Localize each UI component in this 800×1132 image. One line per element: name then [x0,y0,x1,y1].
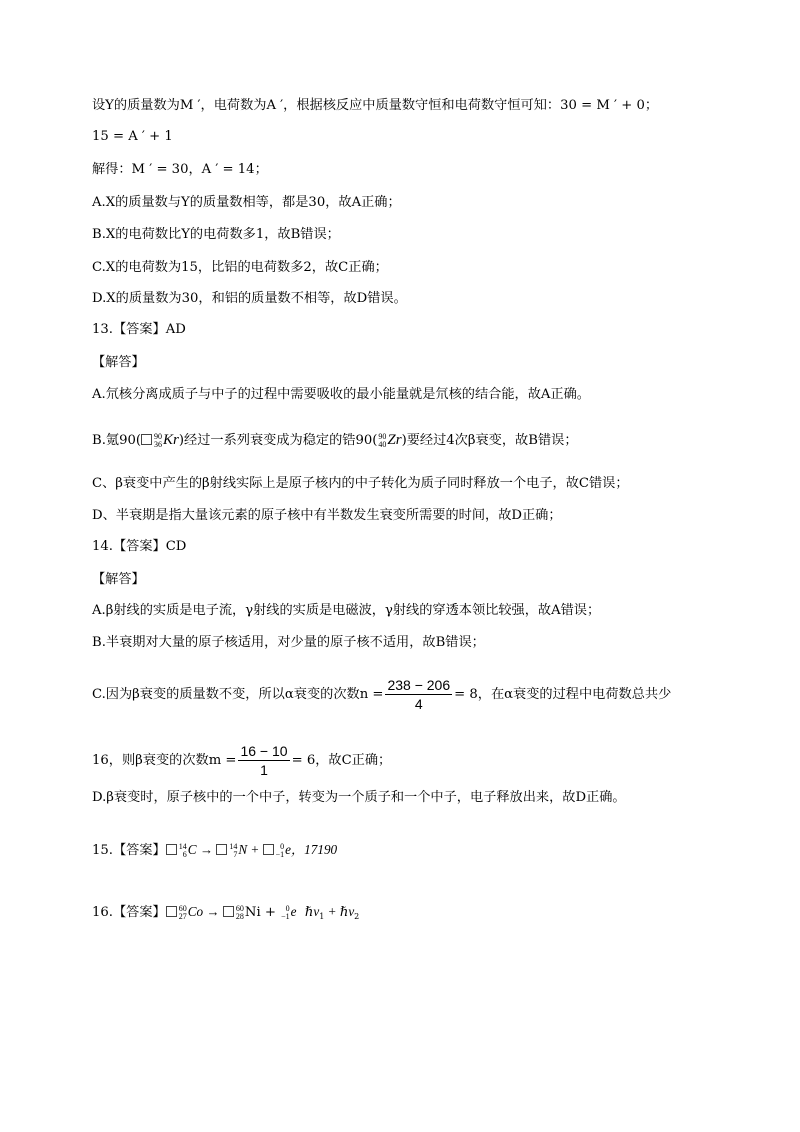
answer-line: 16.【答案】 60 27 Co → 60 28 Ni + 0 −1 e ℏν$_1$ + ℏν$_2$ [92,903,360,921]
text-line: B.氪90( 90 36 Kr)经过一系列衰变成为稳定的锆90( 90 40 Zr)要经过4次β衰变，故B错误； [92,431,578,449]
text-segment: 要经过4次β衰变，故B错误； [406,433,578,448]
text-line [92,676,740,713]
answer-line: 15.【答案】 14 6 C → 14 7 N + 0 −1 e，17190 [92,841,338,859]
text-line: D.β衰变时，原子核中的一个中子，转变为一个质子和一个中子，电子释放出来，故D正确。 [92,790,626,805]
answer-heading: 13.【答案】AD [92,322,186,337]
placeholder-box [216,844,227,855]
text-line [92,742,740,779]
text-line: 解得：M ′ = 30，A ′ = 14； [92,162,268,177]
text-line: 15 = A ′ + 1 [92,129,173,144]
answer-heading: 14.【答案】CD [92,539,187,554]
text-line: B.X的电荷数比Y的电荷数多1，故B错误； [92,227,340,242]
solution-heading: 【解答】 [92,355,145,370]
placeholder-box [141,434,152,445]
fraction: $\frac{16 - 10}{1}$ [240,743,288,778]
placeholder-box [166,906,177,917]
text-line: C、β衰变中产生的β射线实际上是原子核内的中子转化为质子同时释放一个电子，故C错误； [92,476,629,491]
text-segment: C.因为β衰变的质量数不变，所以α衰变的次数n = [92,687,384,702]
nuclide-scripts: 90 36 [154,431,163,449]
text-line: 设Y的质量数为M ′，电荷数为A ′，根据核反应中质量数守恒和电荷数守恒可知：30 = M ′ + 0； [92,98,659,113]
text-segment: B.氪90 [92,433,136,448]
text-line: D、半衰期是指大量该元素的原子核中有半数发生衰变所需要的时间，故D正确； [92,508,562,523]
nuclide-scripts: 90 40 [378,431,387,449]
text-segment: 经过一系列衰变成为稳定的锆90 [184,433,373,448]
text-line: C.X的电荷数为15，比铝的电荷数多2，故C正确； [92,260,388,275]
text-line: B.半衰期对大量的原子核适用，对少量的原子核不适用，故B错误； [92,635,485,650]
text-line: D.X的质量数为30，和铝的质量数不相等，故D错误。 [92,291,407,306]
fraction: $\frac{238 - 206}{4}$ [387,677,451,712]
text-segment: 16，则β衰变的次数m = [92,753,237,768]
solution-heading: 【解答】 [92,572,145,587]
placeholder-box [263,844,274,855]
text-segment: = 6，故C正确； [291,753,392,768]
text-segment: = 8，在α衰变的过程中电荷数总共少 [454,687,672,702]
symbol-zr: Zr [387,432,402,448]
symbol-kr: Kr [163,432,179,448]
text-line: A.β射线的实质是电子流，γ射线的实质是电磁波，γ射线的穿透本领比较强，故A错误； [92,603,601,618]
text-line: A.氘核分离成质子与中子的过程中需要吸收的最小能量就是氘核的结合能，故A正确。 [92,387,590,402]
text-line: A.X的质量数与Y的质量数相等，都是30，故A正确； [92,195,401,210]
placeholder-box [166,844,177,855]
placeholder-box [223,906,234,917]
